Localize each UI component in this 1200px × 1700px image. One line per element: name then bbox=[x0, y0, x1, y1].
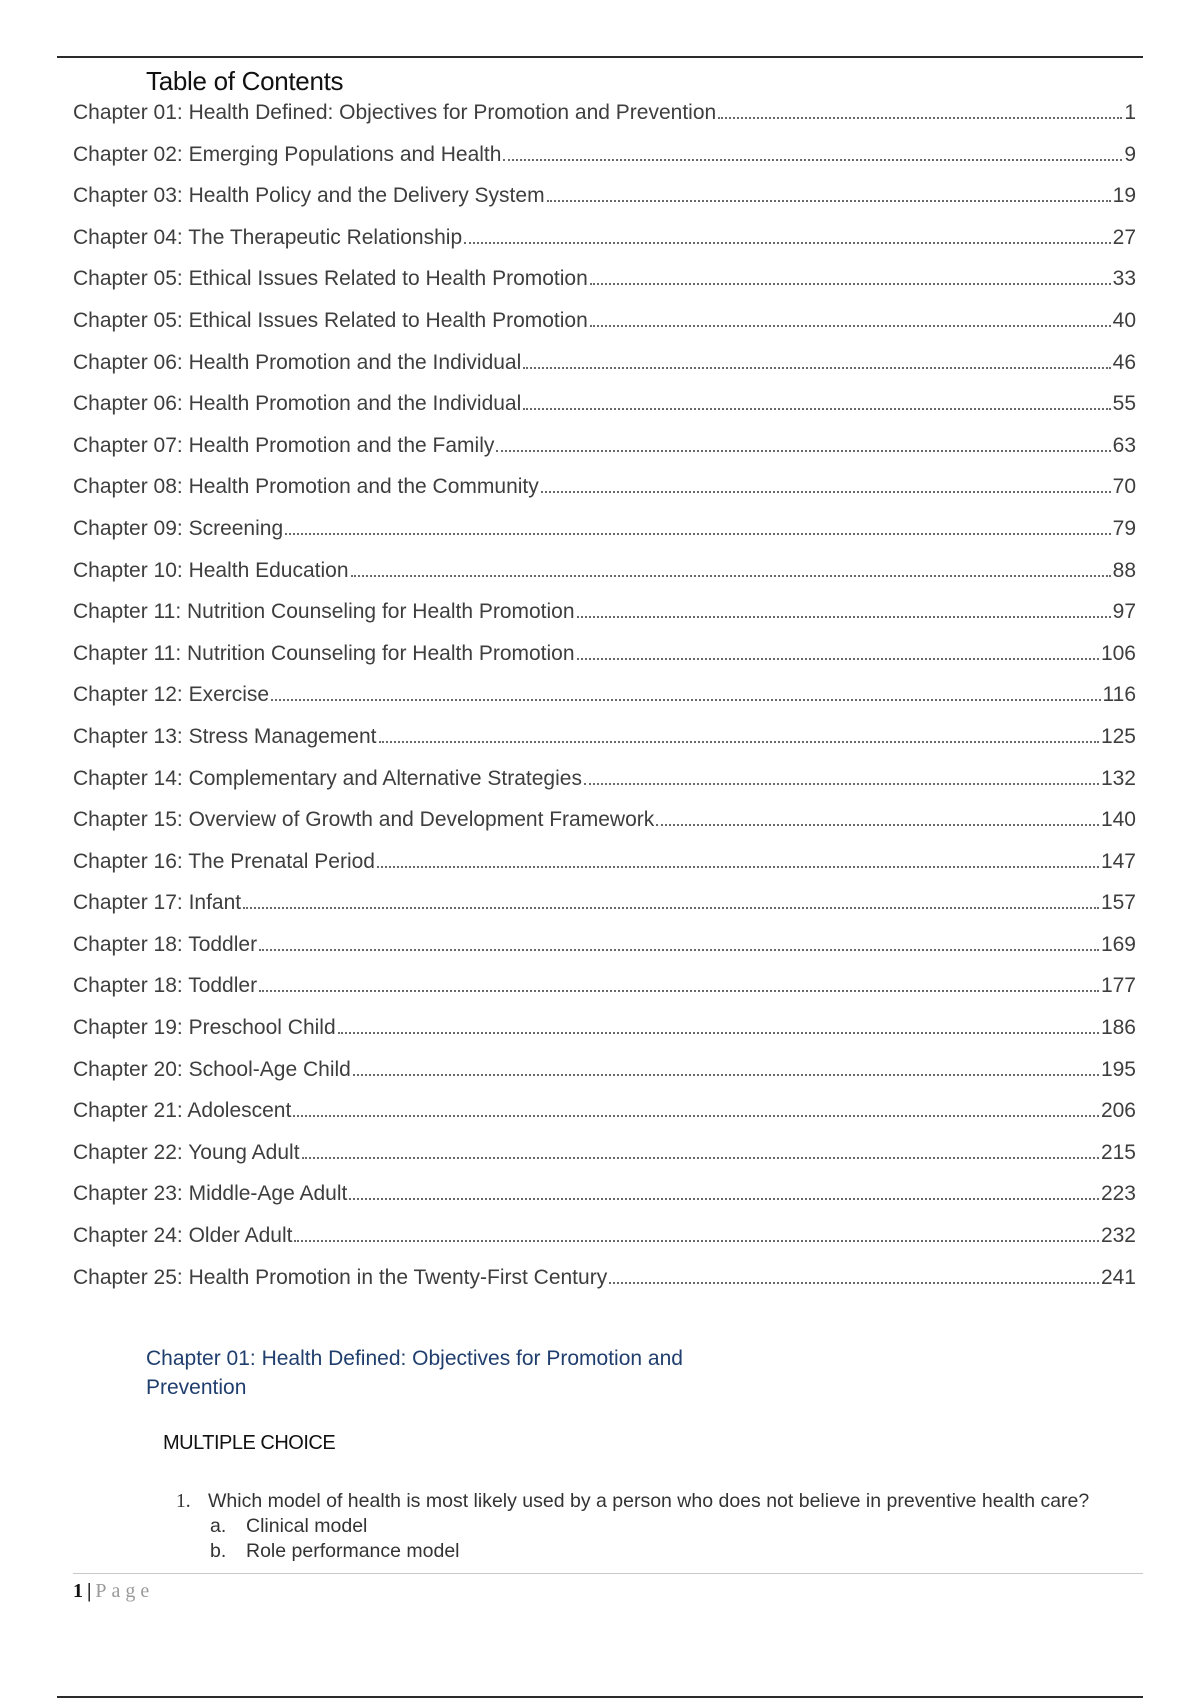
toc-entry[interactable] bbox=[73, 434, 1136, 476]
toc-dot-leader bbox=[496, 450, 1110, 452]
toc-list bbox=[73, 101, 1136, 1307]
toc-entry-label: Chapter 06: Health Promotion and the Individual bbox=[73, 350, 522, 374]
toc-entry-page: 241 bbox=[1100, 1265, 1136, 1289]
toc-entry-page: 132 bbox=[1100, 766, 1136, 790]
toc-entry-page: 70 bbox=[1112, 475, 1136, 499]
footer-separator: | bbox=[87, 1580, 92, 1602]
toc-dot-leader bbox=[547, 200, 1111, 202]
toc-entry-label: Chapter 19: Preschool Child bbox=[73, 1016, 336, 1040]
toc-entry-page: 147 bbox=[1100, 849, 1136, 873]
toc-entry-page: 1 bbox=[1124, 101, 1136, 124]
toc-entry[interactable] bbox=[73, 559, 1136, 601]
toc-entry-page: 140 bbox=[1100, 808, 1136, 832]
toc-dot-leader bbox=[584, 783, 1099, 785]
toc-entry-label: Chapter 15: Overview of Growth and Development Framework bbox=[73, 808, 655, 832]
toc-dot-leader bbox=[302, 1157, 1099, 1159]
question-line bbox=[176, 1490, 1136, 1515]
toc-entry[interactable] bbox=[73, 392, 1136, 434]
toc-entry[interactable] bbox=[73, 642, 1136, 684]
toc-entry-label: Chapter 07: Health Promotion and the Family bbox=[73, 433, 495, 457]
toc-entry[interactable] bbox=[73, 1266, 1136, 1308]
toc-entry-label: Chapter 21: Adolescent bbox=[73, 1099, 292, 1123]
toc-entry-page: 19 bbox=[1112, 184, 1136, 208]
toc-dot-leader bbox=[271, 699, 1100, 701]
toc-entry[interactable] bbox=[73, 1016, 1136, 1058]
toc-entry[interactable] bbox=[73, 351, 1136, 393]
toc-entry-label: Chapter 16: The Prenatal Period bbox=[73, 849, 375, 873]
toc-entry-label: Chapter 25: Health Promotion in the Twenty-First Century bbox=[73, 1265, 608, 1289]
toc-entry-page: 169 bbox=[1100, 932, 1136, 956]
toc-entry[interactable] bbox=[73, 1058, 1136, 1100]
toc-entry-page: 215 bbox=[1100, 1140, 1136, 1164]
toc-entry-label: Chapter 11: Nutrition Counseling for Health Promotion bbox=[73, 600, 575, 624]
toc-dot-leader bbox=[351, 575, 1111, 577]
toc-entry-page: 195 bbox=[1100, 1057, 1136, 1081]
toc-entry-page: 33 bbox=[1112, 267, 1136, 291]
toc-entry-page: 125 bbox=[1100, 724, 1136, 748]
toc-entry-page: 79 bbox=[1112, 516, 1136, 540]
toc-dot-leader bbox=[609, 1282, 1099, 1284]
toc-dot-leader bbox=[503, 159, 1122, 161]
toc-entry-page: 116 bbox=[1102, 683, 1136, 707]
toc-entry-page: 40 bbox=[1112, 308, 1136, 332]
toc-entry-label: Chapter 18: Toddler bbox=[73, 932, 258, 956]
option-text: Clinical model bbox=[246, 1515, 368, 1537]
toc-entry-page: 9 bbox=[1124, 142, 1136, 166]
toc-entry[interactable] bbox=[73, 1099, 1136, 1141]
toc-dot-leader bbox=[379, 741, 1099, 743]
toc-entry-label: Chapter 11: Nutrition Counseling for Health Promotion bbox=[73, 641, 575, 665]
toc-entry-label: Chapter 10: Health Education bbox=[73, 558, 349, 582]
toc-entry[interactable] bbox=[73, 683, 1136, 725]
toc-dot-leader bbox=[523, 408, 1110, 410]
toc-entry-page: 177 bbox=[1100, 974, 1136, 998]
toc-entry-label: Chapter 17: Infant bbox=[73, 891, 242, 915]
section-heading: MULTIPLE CHOICE bbox=[163, 1432, 336, 1454]
toc-entry-label: Chapter 04: The Therapeutic Relationship bbox=[73, 225, 463, 249]
toc-dot-leader bbox=[377, 866, 1099, 868]
footer-rule bbox=[73, 1573, 1143, 1574]
toc-dot-leader bbox=[718, 117, 1122, 119]
page-footer bbox=[73, 1580, 154, 1603]
toc-entry-page: 55 bbox=[1112, 392, 1136, 416]
toc-entry-label: Chapter 12: Exercise bbox=[73, 683, 270, 707]
toc-entry[interactable] bbox=[73, 767, 1136, 809]
toc-entry-page: 157 bbox=[1100, 891, 1136, 915]
toc-entry-label: Chapter 05: Ethical Issues Related to Health Promotion bbox=[73, 308, 588, 332]
toc-entry-label: Chapter 22: Young Adult bbox=[73, 1140, 300, 1164]
top-border-rule bbox=[57, 56, 1143, 58]
toc-entry-label: Chapter 18: Toddler bbox=[73, 974, 258, 998]
toc-entry-label: Chapter 06: Health Promotion and the Individual bbox=[73, 392, 522, 416]
toc-dot-leader bbox=[523, 367, 1110, 369]
toc-entry-label: Chapter 03: Health Policy and the Delivery System bbox=[73, 184, 545, 208]
option-letter: b. bbox=[210, 1540, 227, 1562]
toc-entry-page: 206 bbox=[1100, 1099, 1136, 1123]
toc-entry[interactable] bbox=[73, 143, 1136, 185]
toc-dot-leader bbox=[656, 824, 1099, 826]
toc-entry[interactable] bbox=[73, 891, 1136, 933]
toc-entry[interactable] bbox=[73, 101, 1136, 143]
toc-entry[interactable] bbox=[73, 226, 1136, 268]
toc-dot-leader bbox=[259, 949, 1099, 951]
toc-dot-leader bbox=[590, 325, 1111, 327]
toc-entry-label: Chapter 01: Health Defined: Objectives for Promotion and Prevention bbox=[73, 101, 717, 124]
toc-entry-page: 88 bbox=[1112, 558, 1136, 582]
toc-entry-page: 223 bbox=[1100, 1182, 1136, 1206]
answer-option-a bbox=[176, 1515, 1136, 1540]
toc-entry-label: Chapter 13: Stress Management bbox=[73, 724, 377, 748]
toc-entry-label: Chapter 02: Emerging Populations and Health bbox=[73, 142, 502, 166]
answer-option-b bbox=[176, 1540, 1136, 1565]
toc-title: Table of Contents bbox=[146, 66, 344, 96]
toc-dot-leader bbox=[541, 491, 1111, 493]
question-number: 1. bbox=[176, 1491, 191, 1512]
toc-entry-label: Chapter 14: Complementary and Alternative Strategies bbox=[73, 766, 582, 790]
toc-dot-leader bbox=[294, 1240, 1098, 1242]
toc-entry-label: Chapter 09: Screening bbox=[73, 516, 284, 540]
toc-entry[interactable] bbox=[73, 267, 1136, 309]
toc-dot-leader bbox=[464, 242, 1111, 244]
toc-entry[interactable] bbox=[73, 600, 1136, 642]
toc-entry-label: Chapter 23: Middle-Age Adult bbox=[73, 1182, 348, 1206]
toc-entry-label: Chapter 08: Health Promotion and the Community bbox=[73, 475, 539, 499]
toc-dot-leader bbox=[577, 658, 1099, 660]
toc-entry-label: Chapter 20: School-Age Child bbox=[73, 1057, 351, 1081]
toc-entry-page: 106 bbox=[1100, 641, 1136, 665]
question-text: Which model of health is most likely used by a person who does not believe in preventive health care? bbox=[208, 1490, 1090, 1512]
footer-page-number: 1 bbox=[73, 1580, 83, 1602]
option-text: Role performance model bbox=[246, 1540, 460, 1562]
toc-dot-leader bbox=[349, 1198, 1099, 1200]
chapter-heading: Chapter 01: Health Defined: Objectives for Promotion and Prevention bbox=[146, 1347, 683, 1399]
toc-entry[interactable] bbox=[73, 1141, 1136, 1183]
toc-entry-page: 232 bbox=[1100, 1224, 1136, 1248]
toc-entry[interactable] bbox=[73, 808, 1136, 850]
toc-entry-page: 63 bbox=[1112, 433, 1136, 457]
toc-entry-page: 27 bbox=[1112, 225, 1136, 249]
footer-page-word: Page bbox=[95, 1580, 155, 1602]
option-letter: a. bbox=[210, 1515, 227, 1537]
toc-entry[interactable] bbox=[73, 1224, 1136, 1266]
question-1 bbox=[176, 1490, 1136, 1565]
toc-dot-leader bbox=[590, 283, 1111, 285]
toc-entry[interactable] bbox=[73, 184, 1136, 226]
bottom-border-rule bbox=[57, 1696, 1143, 1698]
toc-dot-leader bbox=[338, 1032, 1099, 1034]
toc-entry[interactable] bbox=[73, 725, 1136, 767]
toc-dot-leader bbox=[259, 990, 1099, 992]
toc-entry[interactable] bbox=[73, 475, 1136, 517]
toc-dot-leader bbox=[293, 1115, 1099, 1117]
toc-dot-leader bbox=[243, 907, 1099, 909]
toc-entry[interactable] bbox=[73, 933, 1136, 975]
toc-entry-label: Chapter 24: Older Adult bbox=[73, 1224, 293, 1248]
toc-dot-leader bbox=[353, 1074, 1099, 1076]
toc-entry[interactable] bbox=[73, 309, 1136, 351]
toc-entry-label: Chapter 05: Ethical Issues Related to Health Promotion bbox=[73, 267, 588, 291]
toc-entry-page: 97 bbox=[1112, 600, 1136, 624]
toc-dot-leader bbox=[285, 533, 1111, 535]
toc-dot-leader bbox=[577, 616, 1111, 618]
toc-entry-page: 46 bbox=[1112, 350, 1136, 374]
toc-entry[interactable] bbox=[73, 850, 1136, 892]
toc-entry[interactable] bbox=[73, 517, 1136, 559]
toc-entry[interactable] bbox=[73, 1182, 1136, 1224]
toc-entry-page: 186 bbox=[1100, 1016, 1136, 1040]
toc-entry[interactable] bbox=[73, 974, 1136, 1016]
